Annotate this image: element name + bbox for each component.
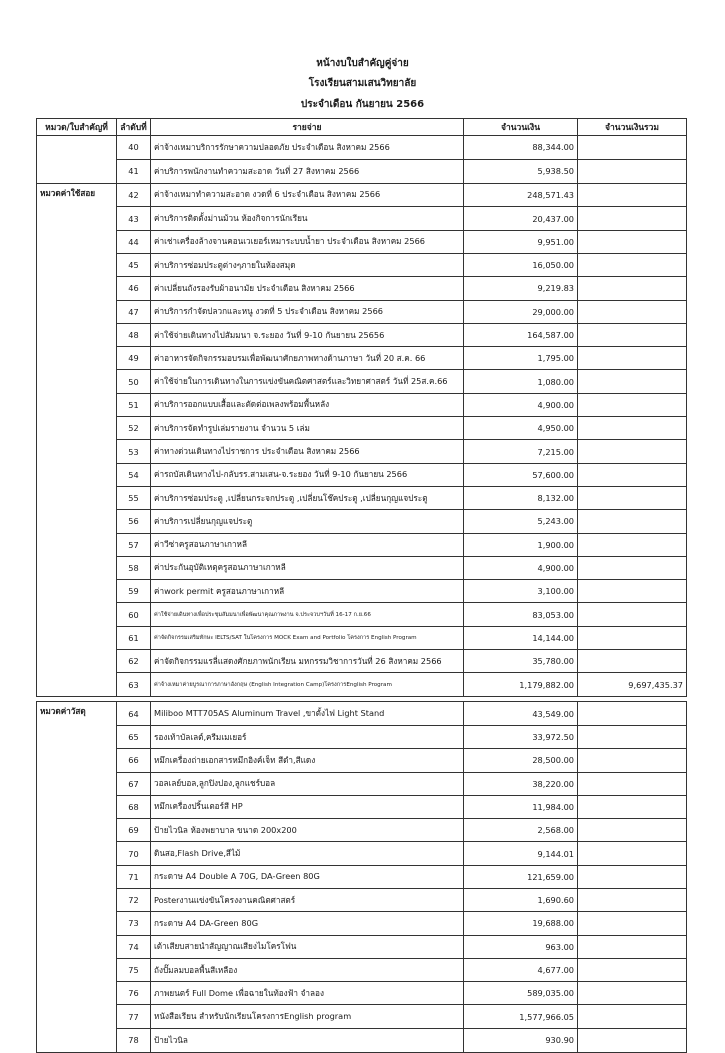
table-row: [37, 417, 687, 440]
amount-cell: 4,900.00: [464, 556, 578, 579]
amount-cell: 35,780.00: [464, 650, 578, 673]
category-cell: [37, 626, 117, 649]
category-cell: [37, 580, 117, 603]
item-number-cell: 69: [117, 819, 151, 842]
description-cell: ค่าบริการติดตั้งม่านม้วน ห้องกิจการนักเรียน: [151, 207, 464, 230]
amount-cell: 1,080.00: [464, 370, 578, 393]
column-header-total: จำนวนเงินรวม: [578, 119, 687, 136]
amount-cell: 5,938.50: [464, 159, 578, 183]
description-cell: ค่าบริการซ่อมประตูต่างๆภายในห้องสมุด: [151, 253, 464, 276]
total-cell: [578, 702, 687, 726]
table-row: [37, 819, 687, 842]
description-cell: ค่าจัดกิจกรรมแรลี่แสดงศักยภาพนักเรียน มหกรรมวิชาการวันที่ 26 สิงหาคม 2566: [151, 650, 464, 673]
category-cell: หมวดค่าวัสดุ: [37, 702, 117, 726]
amount-cell: 589,035.00: [464, 982, 578, 1005]
description-cell: ค่าใช้จ่ายเดินทางเพื่อประชุมสัมมนาเพื่อพัฒนาคุณภาพงาน จ.ประจวบฯวันที่ 16-17 ก.ย.66: [151, 603, 464, 626]
table-row: [37, 626, 687, 649]
total-cell: [578, 533, 687, 556]
total-cell: [578, 1005, 687, 1028]
amount-cell: 38,220.00: [464, 772, 578, 795]
total-cell: [578, 159, 687, 183]
table-row: [37, 253, 687, 276]
description-cell: ค่าบริการจัดทำรูปเล่มรายงาน จำนวน 5 เล่ม: [151, 417, 464, 440]
column-header-description: รายจ่าย: [151, 119, 464, 136]
amount-cell: 164,587.00: [464, 323, 578, 346]
table-body: [37, 136, 687, 1053]
item-number-cell: 78: [117, 1028, 151, 1052]
table-row: [37, 300, 687, 323]
table-row: [37, 749, 687, 772]
amount-cell: 121,659.00: [464, 865, 578, 888]
table-row: [37, 795, 687, 818]
amount-cell: 8,132.00: [464, 486, 578, 509]
table-row: [37, 842, 687, 865]
table-row: [37, 510, 687, 533]
category-cell: [37, 772, 117, 795]
category-cell: [37, 347, 117, 370]
item-number-cell: 43: [117, 207, 151, 230]
amount-cell: 28,500.00: [464, 749, 578, 772]
table-row: [37, 702, 687, 726]
amount-cell: 19,688.00: [464, 912, 578, 935]
category-cell: [37, 749, 117, 772]
item-number-cell: 50: [117, 370, 151, 393]
category-cell: [37, 533, 117, 556]
amount-cell: 1,795.00: [464, 347, 578, 370]
total-cell: [578, 580, 687, 603]
category-cell: [37, 1005, 117, 1028]
category-cell: [37, 556, 117, 579]
amount-cell: 9,144.01: [464, 842, 578, 865]
category-cell: [37, 889, 117, 912]
table-row: [37, 650, 687, 673]
table-row: [37, 183, 687, 207]
amount-cell: 57,600.00: [464, 463, 578, 486]
description-cell: ค่าจัดกิจกรรมเสริมทักษะ IELTS/SAT ในโครงการ MOCK Exam and Portfolio โครงการ English Program: [151, 626, 464, 649]
description-cell: ค่าจ้างเหมาค่ายบูรณาการภาษาอังกฤษ (English Integration Camp)โครงการEnglish Program: [151, 673, 464, 697]
item-number-cell: 75: [117, 958, 151, 981]
item-number-cell: 59: [117, 580, 151, 603]
item-number-cell: 74: [117, 935, 151, 958]
table-row: [37, 982, 687, 1005]
description-cell: ค่าwork permit ครูสอนภาษาเกาหลี: [151, 580, 464, 603]
total-cell: [578, 795, 687, 818]
table-row: [37, 277, 687, 300]
item-number-cell: 62: [117, 650, 151, 673]
total-cell: [578, 136, 687, 160]
category-cell: [37, 440, 117, 463]
amount-cell: 1,690.60: [464, 889, 578, 912]
amount-cell: 248,571.43: [464, 183, 578, 207]
table-row: [37, 912, 687, 935]
description-cell: ค่าจ้างเหมาบริการรักษาความปลอดภัย ประจำเดือน สิงหาคม 2566: [151, 136, 464, 160]
item-number-cell: 58: [117, 556, 151, 579]
table-row: [37, 556, 687, 579]
item-number-cell: 42: [117, 183, 151, 207]
item-number-cell: 77: [117, 1005, 151, 1028]
category-cell: [37, 486, 117, 509]
table-row: [37, 772, 687, 795]
amount-cell: 3,100.00: [464, 580, 578, 603]
total-cell: [578, 842, 687, 865]
table-row: [37, 865, 687, 888]
amount-cell: 4,900.00: [464, 393, 578, 416]
category-cell: หมวดค่าใช้สอย: [37, 183, 117, 207]
description-cell: ค่าบริการพนักงานทำความสะอาด วันที่ 27 สิงหาคม 2566: [151, 159, 464, 183]
total-cell: [578, 486, 687, 509]
table-row: [37, 533, 687, 556]
description-cell: ค่าอาหารจัดกิจกรรมอบรมเพื่อพัฒนาศักยภาพทางด้านภาษา วันที่ 20 ส.ค. 66: [151, 347, 464, 370]
report-period: ประจำเดือน กันยายน 2566: [300, 99, 425, 110]
description-cell: ถังปั๊มลมบอลพื้นสีเหลือง: [151, 958, 464, 981]
category-cell: [37, 393, 117, 416]
description-cell: หมึกเครื่องปริ้นเตอร์สี HP: [151, 795, 464, 818]
total-cell: [578, 207, 687, 230]
amount-cell: 9,219.83: [464, 277, 578, 300]
total-cell: [578, 183, 687, 207]
table-row: [37, 935, 687, 958]
table-row: [37, 958, 687, 981]
category-cell: [37, 673, 117, 697]
total-cell: [578, 393, 687, 416]
item-number-cell: 76: [117, 982, 151, 1005]
total-cell: [578, 323, 687, 346]
total-cell: [578, 510, 687, 533]
description-cell: หนังสือเรียน สำหรับนักเรียนโครงการEnglish program: [151, 1005, 464, 1028]
description-cell: ค่าใช้จ่ายเดินทางไปสัมมนา จ.ระยอง วันที่ 9-10 กันยายน 25656: [151, 323, 464, 346]
amount-cell: 963.00: [464, 935, 578, 958]
table-row: [37, 486, 687, 509]
description-cell: หมึกเครื่องถ่ายเอกสารหมึกอิงค์เจ็ท สีดำ,สีแดง: [151, 749, 464, 772]
table-row: [37, 136, 687, 160]
item-number-cell: 68: [117, 795, 151, 818]
description-cell: กระดาษ A4 Double A 70G, DA-Green 80G: [151, 865, 464, 888]
amount-cell: 2,568.00: [464, 819, 578, 842]
table-row: [37, 463, 687, 486]
category-cell: [37, 603, 117, 626]
description-cell: กระดาษ A4 DA-Green 80G: [151, 912, 464, 935]
description-cell: ค่าประกันอุบัติเหตุครูสอนภาษาเกาหลี: [151, 556, 464, 579]
item-number-cell: 54: [117, 463, 151, 486]
total-cell: [578, 417, 687, 440]
total-cell: [578, 370, 687, 393]
category-cell: [37, 650, 117, 673]
item-number-cell: 48: [117, 323, 151, 346]
amount-cell: 4,677.00: [464, 958, 578, 981]
category-cell: [37, 1028, 117, 1052]
item-number-cell: 57: [117, 533, 151, 556]
item-number-cell: 52: [117, 417, 151, 440]
total-cell: [578, 725, 687, 748]
total-cell: [578, 253, 687, 276]
item-number-cell: 53: [117, 440, 151, 463]
table-header-row: [37, 119, 687, 136]
table-row: [37, 603, 687, 626]
table-row: [37, 725, 687, 748]
total-cell: [578, 230, 687, 253]
total-cell: [578, 865, 687, 888]
table-row: [37, 440, 687, 463]
total-cell: [578, 935, 687, 958]
item-number-cell: 45: [117, 253, 151, 276]
category-cell: [37, 912, 117, 935]
total-cell: [578, 650, 687, 673]
column-header-category: หมวด/ใบสำคัญที่: [37, 119, 117, 136]
table-row: [37, 370, 687, 393]
total-cell: [578, 277, 687, 300]
description-cell: รองเท้าบัลเลต์,ครีมเมเยอร์: [151, 725, 464, 748]
description-cell: ค่าเปลี่ยนถังรองรับผ้าอนามัย ประจำเดือน สิงหาคม 2566: [151, 277, 464, 300]
table-row: [37, 580, 687, 603]
column-header-number: ลำดับที่: [117, 119, 151, 136]
amount-cell: 88,344.00: [464, 136, 578, 160]
total-cell: [578, 626, 687, 649]
category-cell: [37, 463, 117, 486]
description-cell: ภาพยนตร์ Full Dome เพื่อฉายในท้องฟ้า จำลอง: [151, 982, 464, 1005]
amount-cell: 14,144.00: [464, 626, 578, 649]
category-cell: [37, 323, 117, 346]
description-cell: ค่าบริการเปลี่ยนกุญแจประตู: [151, 510, 464, 533]
item-number-cell: 60: [117, 603, 151, 626]
table-row: [37, 207, 687, 230]
total-cell: 9,697,435.37: [578, 673, 687, 697]
category-cell: [37, 230, 117, 253]
category-cell: [37, 136, 117, 160]
total-cell: [578, 982, 687, 1005]
amount-cell: 1,577,966.05: [464, 1005, 578, 1028]
item-number-cell: 63: [117, 673, 151, 697]
item-number-cell: 66: [117, 749, 151, 772]
total-cell: [578, 772, 687, 795]
amount-cell: 9,951.00: [464, 230, 578, 253]
category-cell: [37, 300, 117, 323]
description-cell: ค่าทางด่วนเดินทางไปราชการ ประจำเดือน สิงหาคม 2566: [151, 440, 464, 463]
item-number-cell: 41: [117, 159, 151, 183]
total-cell: [578, 440, 687, 463]
category-cell: [37, 795, 117, 818]
amount-cell: 29,000.00: [464, 300, 578, 323]
amount-cell: 43,549.00: [464, 702, 578, 726]
table-row: [37, 889, 687, 912]
description-cell: ค่าจ้างเหมาทำความสะอาด งวดที่ 6 ประจำเดือน สิงหาคม 2566: [151, 183, 464, 207]
category-cell: [37, 510, 117, 533]
table-row: [37, 230, 687, 253]
table-row: [37, 393, 687, 416]
item-number-cell: 46: [117, 277, 151, 300]
category-cell: [37, 370, 117, 393]
description-cell: ค่าบริการกำจัดปลวกและหนู งวดที่ 5 ประจำเดือน สิงหาคม 2566: [151, 300, 464, 323]
item-number-cell: 61: [117, 626, 151, 649]
category-cell: [37, 982, 117, 1005]
description-cell: ค่าเช่าเครื่องล้างจานคอนเวเยอร์เหมาระบบน้ำยา ประจำเดือน สิงหาคม 2566: [151, 230, 464, 253]
total-cell: [578, 819, 687, 842]
total-cell: [578, 347, 687, 370]
amount-cell: 83,053.00: [464, 603, 578, 626]
expense-table: [36, 118, 687, 1053]
description-cell: ป้ายไวนิล ห้องพยาบาล ขนาด 200x200: [151, 819, 464, 842]
amount-cell: 20,437.00: [464, 207, 578, 230]
description-cell: ดินสอ,Flash Drive,สีไม้: [151, 842, 464, 865]
amount-cell: 7,215.00: [464, 440, 578, 463]
category-cell: [37, 865, 117, 888]
total-cell: [578, 300, 687, 323]
category-cell: [37, 207, 117, 230]
item-number-cell: 44: [117, 230, 151, 253]
category-cell: [37, 159, 117, 183]
item-number-cell: 67: [117, 772, 151, 795]
table-row: [37, 159, 687, 183]
description-cell: ค่าบริการซ่อมประตู ,เปลี่ยนกระจกประตู ,เปลี่ยนโช๊คประตู ,เปลี่ยนกุญแจประตู: [151, 486, 464, 509]
description-cell: ค่าวีซ่าครูสอนภาษาเกาหลี: [151, 533, 464, 556]
total-cell: [578, 749, 687, 772]
category-cell: [37, 725, 117, 748]
column-header-amount: จำนวนเงิน: [464, 119, 578, 136]
total-cell: [578, 603, 687, 626]
total-cell: [578, 889, 687, 912]
description-cell: ป้ายไวนิล: [151, 1028, 464, 1052]
category-cell: [37, 958, 117, 981]
amount-cell: 930.90: [464, 1028, 578, 1052]
item-number-cell: 73: [117, 912, 151, 935]
amount-cell: 1,179,882.00: [464, 673, 578, 697]
description-cell: เต้าเสียบสายนำสัญญาณเสียงไมโครโฟน: [151, 935, 464, 958]
item-number-cell: 40: [117, 136, 151, 160]
category-cell: [37, 277, 117, 300]
category-cell: [37, 417, 117, 440]
category-cell: [37, 819, 117, 842]
school-name: โรงเรียนสามเสนวิทยาลัย: [308, 78, 417, 89]
item-number-cell: 64: [117, 702, 151, 726]
item-number-cell: 72: [117, 889, 151, 912]
amount-cell: 33,972.50: [464, 725, 578, 748]
total-cell: [578, 958, 687, 981]
table-row: [37, 1028, 687, 1052]
table-row: [37, 673, 687, 697]
description-cell: วอลเลย์บอล,ลูกปิงปอง,ลูกแชร์บอล: [151, 772, 464, 795]
item-number-cell: 51: [117, 393, 151, 416]
table-row: [37, 347, 687, 370]
document-title: หน้างบใบสำคัญคู่จ่าย: [316, 58, 409, 69]
description-cell: ค่าบริการออกแบบเสื้อและตัดต่อเพลงพร้อมพื้นหลัง: [151, 393, 464, 416]
table-row: [37, 323, 687, 346]
description-cell: ค่ารถบัสเดินทางไป-กลับรร.สามเสน-จ.ระยอง วันที่ 9-10 กันยายน 2566: [151, 463, 464, 486]
total-cell: [578, 556, 687, 579]
category-cell: [37, 842, 117, 865]
description-cell: Miliboo MTT705AS Aluminum Travel ,ขาตั้งไฟ Light Stand: [151, 702, 464, 726]
amount-cell: 1,900.00: [464, 533, 578, 556]
item-number-cell: 70: [117, 842, 151, 865]
item-number-cell: 56: [117, 510, 151, 533]
description-cell: Posterงานแข่งขันโครงงานคณิตศาสตร์: [151, 889, 464, 912]
item-number-cell: 71: [117, 865, 151, 888]
amount-cell: 11,984.00: [464, 795, 578, 818]
amount-cell: 4,950.00: [464, 417, 578, 440]
table-row: [37, 1005, 687, 1028]
item-number-cell: 55: [117, 486, 151, 509]
category-cell: [37, 253, 117, 276]
total-cell: [578, 463, 687, 486]
amount-cell: 16,050.00: [464, 253, 578, 276]
item-number-cell: 49: [117, 347, 151, 370]
total-cell: [578, 1028, 687, 1052]
item-number-cell: 47: [117, 300, 151, 323]
category-cell: [37, 935, 117, 958]
description-cell: ค่าใช้จ่ายในการเดินทางในการแข่งขันคณิตศาสตร์และวิทยาศาสตร์ วันที่ 25ส.ค.66: [151, 370, 464, 393]
total-cell: [578, 912, 687, 935]
amount-cell: 5,243.00: [464, 510, 578, 533]
item-number-cell: 65: [117, 725, 151, 748]
